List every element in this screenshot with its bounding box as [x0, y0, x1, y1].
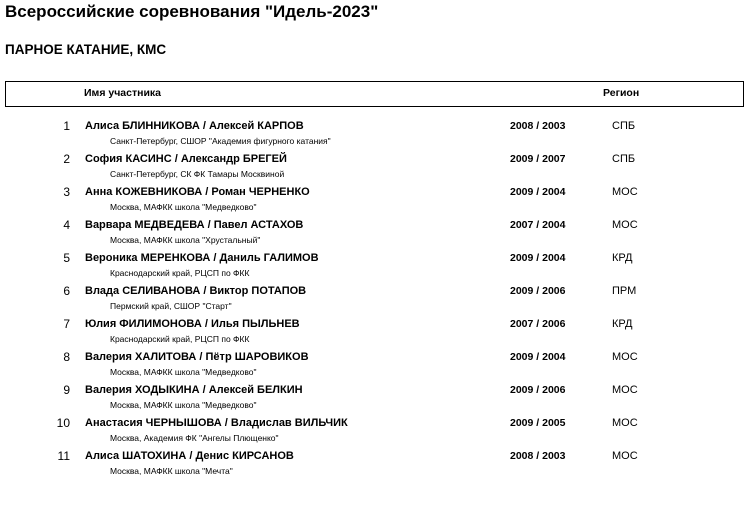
birth-years: 2008 / 2003: [510, 450, 566, 462]
club-name: Москва, МАФКК школа "Мечта": [110, 466, 233, 476]
club-name: Москва, МАФКК школа "Хрустальный": [110, 235, 261, 245]
birth-years: 2009 / 2007: [510, 153, 566, 165]
region-code: МОС: [612, 351, 638, 363]
row-number: 6: [63, 284, 70, 298]
club-name: Краснодарский край, РЦСП по ФКК: [110, 268, 250, 278]
birth-years: 2009 / 2004: [510, 252, 566, 264]
region-code: МОС: [612, 450, 638, 462]
page-title: Всероссийские соревнования "Идель-2023": [5, 2, 379, 21]
club-name: Москва, МАФКК школа "Медведково": [110, 202, 257, 212]
category-title: ПАРНОЕ КАТАНИЕ, КМС: [5, 42, 167, 57]
birth-years: 2009 / 2004: [510, 351, 566, 363]
club-name: Пермский край, СШОР "Старт": [110, 301, 232, 311]
row-number: 8: [63, 350, 70, 364]
club-name: Краснодарский край, РЦСП по ФКК: [110, 334, 250, 344]
birth-years: 2007 / 2006: [510, 318, 566, 330]
birth-years: 2009 / 2004: [510, 186, 566, 198]
pair-name: Варвара МЕДВЕДЕВА / Павел АСТАХОВ: [85, 219, 304, 231]
header-region: Регион: [603, 87, 640, 99]
birth-years: 2007 / 2004: [510, 219, 566, 231]
row-number: 7: [63, 317, 70, 331]
table-row: [0, 350, 750, 383]
birth-years: 2009 / 2005: [510, 417, 566, 429]
pair-name: София КАСИНС / Александр БРЕГЕЙ: [85, 153, 287, 165]
club-name: Москва, МАФКК школа "Медведково": [110, 367, 257, 377]
club-name: Москва, Академия ФК "Ангелы Плющенко": [110, 433, 279, 443]
row-number: 5: [63, 251, 70, 265]
row-number: 11: [57, 449, 70, 463]
pair-name: Валерия ХАЛИТОВА / Пётр ШАРОВИКОВ: [85, 351, 309, 363]
row-number: 9: [63, 383, 70, 397]
table-row: [0, 185, 750, 218]
row-number: 3: [63, 185, 70, 199]
pair-name: Анна КОЖЕВНИКОВА / Роман ЧЕРНЕНКО: [85, 186, 310, 198]
table-row: [0, 383, 750, 416]
pair-name: Алиса БЛИННИКОВА / Алексей КАРПОВ: [85, 120, 304, 132]
row-number: 1: [63, 119, 70, 133]
region-code: МОС: [612, 417, 638, 429]
row-number: 4: [63, 218, 70, 232]
region-code: СПБ: [612, 153, 636, 165]
header-name: Имя участника: [84, 87, 162, 99]
table-row: [0, 284, 750, 317]
club-name: Санкт-Петербург, СШОР "Академия фигурного катания": [110, 136, 331, 146]
row-number: 2: [63, 152, 70, 166]
pair-name: Влада СЕЛИВАНОВА / Виктор ПОТАПОВ: [85, 285, 307, 297]
table-row: [0, 317, 750, 350]
birth-years: 2008 / 2003: [510, 120, 566, 132]
club-name: Москва, МАФКК школа "Медведково": [110, 400, 257, 410]
region-code: КРД: [612, 318, 633, 330]
pair-name: Анастасия ЧЕРНЫШОВА / Владислав ВИЛЬЧИК: [85, 417, 348, 429]
pair-name: Вероника МЕРЕНКОВА / Даниль ГАЛИМОВ: [85, 252, 319, 264]
table-header: [5, 81, 744, 107]
table-row: [0, 218, 750, 251]
table-row: [0, 449, 750, 482]
region-code: МОС: [612, 384, 638, 396]
region-code: МОС: [612, 219, 638, 231]
pair-name: Алиса ШАТОХИНА / Денис КИРСАНОВ: [85, 450, 294, 462]
table-row: [0, 119, 750, 152]
birth-years: 2009 / 2006: [510, 384, 566, 396]
table-row: [0, 152, 750, 185]
row-number: 10: [56, 416, 70, 430]
region-code: ПРМ: [612, 285, 637, 297]
region-code: КРД: [612, 252, 633, 264]
birth-years: 2009 / 2006: [510, 285, 566, 297]
region-code: МОС: [612, 186, 638, 198]
table-row: [0, 416, 750, 449]
table-row: [0, 251, 750, 284]
club-name: Санкт-Петербург, СК ФК Тамары Москвиной: [110, 169, 285, 179]
pair-name: Валерия ХОДЫКИНА / Алексей БЕЛКИН: [85, 384, 303, 396]
region-code: СПБ: [612, 120, 636, 132]
pair-name: Юлия ФИЛИМОНОВА / Илья ПЫЛЬНЕВ: [85, 318, 300, 330]
